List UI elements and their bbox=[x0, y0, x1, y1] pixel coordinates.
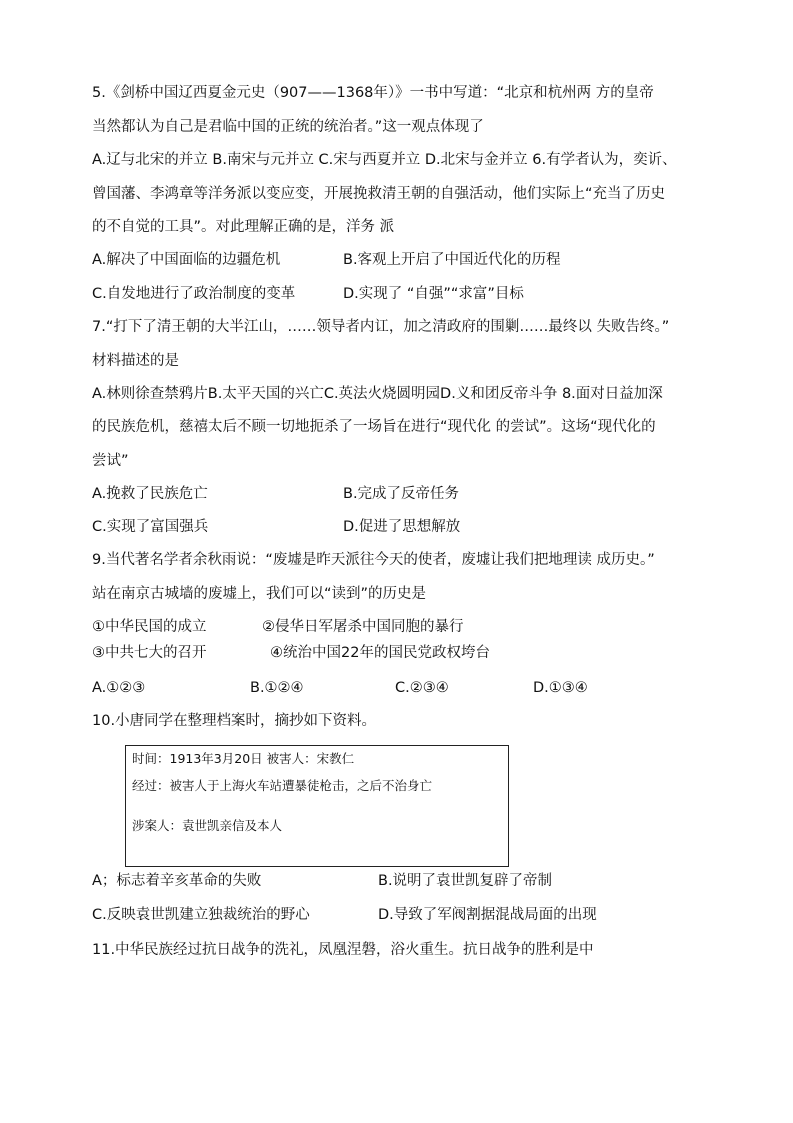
q9-option-b: B.①②④ bbox=[250, 680, 304, 696]
archive-record-box bbox=[125, 745, 509, 867]
q9-option-c: C.②③④ bbox=[395, 680, 449, 696]
q6-option-d: D.实现了 “自强”“求富”目标 bbox=[343, 286, 524, 302]
q7-stem-line1: 7.“打下了清王朝的大半江山，……领导者内讧，加之清政府的围剿……最终以 失败告终。” bbox=[92, 319, 670, 335]
q9-item-4: ④统治中国22年的国民党政权垮台 bbox=[270, 645, 490, 661]
q6-stem-line2: 的不自觉的工具”。对此理解正确的是，洋务 派 bbox=[92, 219, 395, 235]
q11-stem: 11.中华民族经过抗日战争的洗礼，凤凰涅磐，浴火重生。抗日战争的胜利是中 bbox=[92, 942, 594, 958]
q8-option-d: D.促进了思想解放 bbox=[343, 519, 461, 535]
q10-option-d: D.导致了军阀割据混战局面的出现 bbox=[378, 907, 597, 923]
q5-options-line: A.辽与北宋的并立 B.南宋与元并立 C.宋与西夏并立 D.北宋与金并立 6.有学者认为，奕䜣、 bbox=[92, 152, 677, 168]
q6-option-a: A.解决了中国面临的边疆危机 bbox=[92, 252, 281, 268]
q9-option-d: D.①③④ bbox=[533, 680, 588, 696]
q5-stem-line1: 5.《剑桥中国辽西夏金元史（907——1368年）》一书中写道：“北京和杭州两 方的皇帝 bbox=[92, 85, 654, 101]
q9-stem-line1: 9.当代著名学者余秋雨说：“废墟是昨天派往今天的使者，废墟让我们把地理读 成历史。” bbox=[92, 552, 655, 568]
q7-options-line: A.林则徐查禁鸦片B.太平天国的兴亡C.英法火烧圆明园D.义和团反帝斗争 8.面对日益加深 bbox=[92, 386, 663, 402]
q10-stem: 10.小唐同学在整理档案时，摘抄如下资料。 bbox=[92, 713, 377, 729]
q9-stem-line2: 站在南京古城墙的废墟上，我们可以“读到”的历史是 bbox=[92, 586, 427, 602]
q10-option-c: C.反映袁世凯建立独裁统治的野心 bbox=[92, 907, 310, 923]
q5-stem-line2: 当然都认为自己是君临中国的正统的统治者。”这一观点体现了 bbox=[92, 119, 484, 135]
q9-item-1: ①中华民国的成立 bbox=[92, 619, 207, 635]
record-process: 经过：被害人于上海火车站遭暴徒枪击，之后不治身亡 bbox=[132, 778, 433, 793]
q8-option-b: B.完成了反帝任务 bbox=[343, 486, 460, 502]
q9-option-a: A.①②③ bbox=[92, 680, 146, 696]
q8-stem-line2: 尝试” bbox=[92, 453, 129, 469]
record-suspects: 涉案人：袁世凯亲信及本人 bbox=[132, 818, 283, 833]
q8-stem-line1: 的民族危机，慈禧太后不顾一切地扼杀了一场旨在进行“现代化 的尝试”。这场“现代化的 bbox=[92, 419, 656, 435]
q9-item-3: ③中共七大的召开 bbox=[92, 645, 207, 661]
q8-option-a: A.挽救了民族危亡 bbox=[92, 486, 208, 502]
q7-stem-line2: 材料描述的是 bbox=[92, 353, 179, 369]
q9-item-2: ②侵华日军屠杀中国同胞的暴行 bbox=[262, 619, 464, 635]
q10-option-b: B.说明了袁世凯复辟了帝制 bbox=[378, 873, 553, 889]
q10-option-a: A；标志着辛亥革命的失败 bbox=[92, 873, 262, 889]
q6-option-c: C.自发地进行了政治制度的变革 bbox=[92, 286, 296, 302]
q6-stem-line1: 曾国藩、李鸿章等洋务派以变应变，开展挽救清王朝的自强活动，他们实际上“充当了历史 bbox=[92, 186, 666, 202]
q8-option-c: C.实现了富国强兵 bbox=[92, 519, 209, 535]
record-time-victim: 时间：1913年3月20日 被害人：宋教仁 bbox=[132, 751, 355, 766]
q6-option-b: B.客观上开启了中国近代化的历程 bbox=[343, 252, 561, 268]
